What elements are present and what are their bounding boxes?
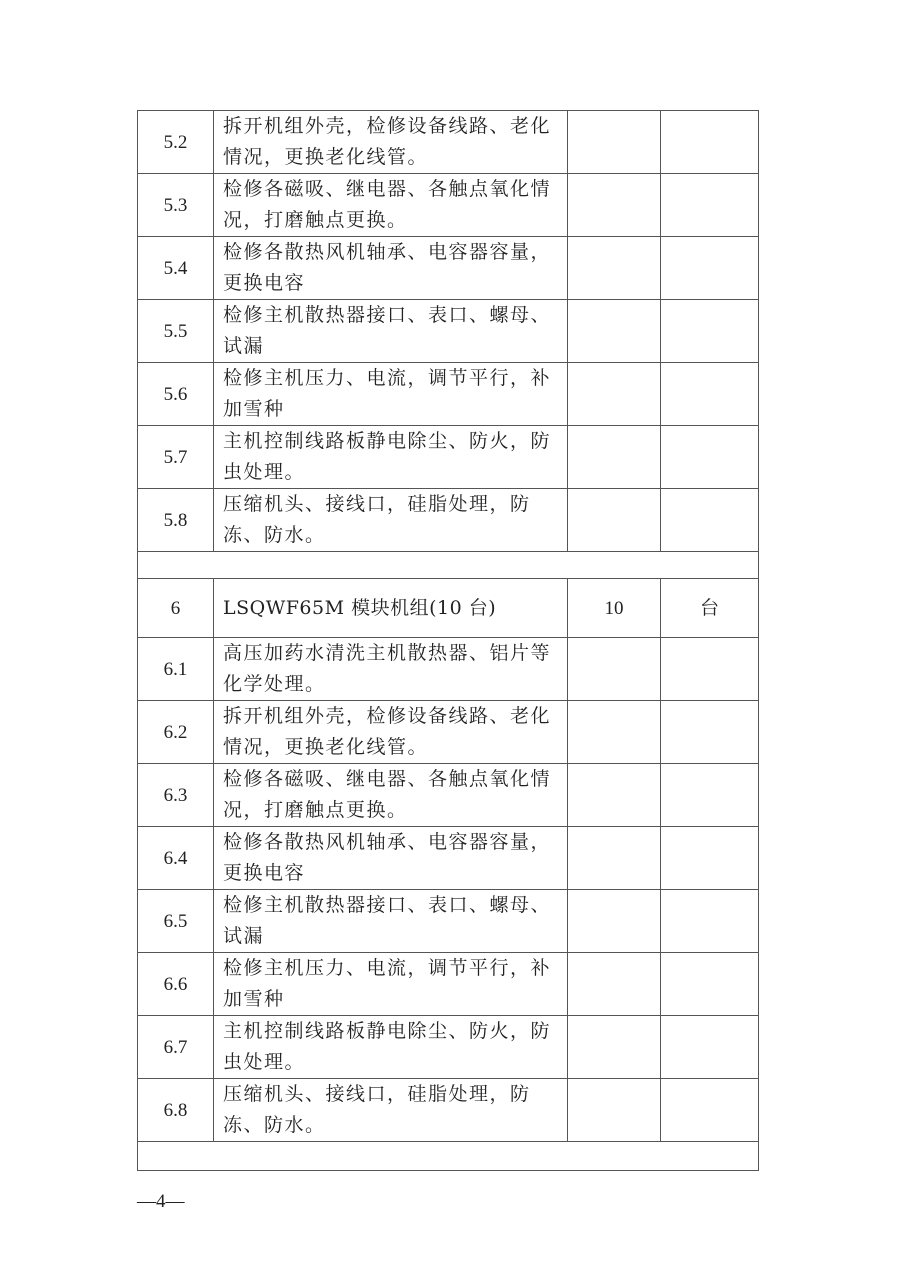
quantity-cell	[568, 174, 661, 237]
item-description: 检修各散热风机轴承、电容器容量，更换电容	[214, 237, 568, 300]
table-row	[138, 701, 759, 764]
quantity-cell	[568, 1016, 661, 1079]
table-row	[138, 638, 759, 701]
item-number: 6.6	[138, 953, 214, 1016]
item-description: 拆开机组外壳，检修设备线路、老化情况，更换老化线管。	[214, 111, 568, 174]
item-description: 压缩机头、接线口，硅脂处理，防冻、防水。	[214, 1079, 568, 1142]
item-description: 检修主机压力、电流，调节平行，补加雪种	[214, 953, 568, 1016]
quantity-cell	[568, 953, 661, 1016]
unit-cell	[661, 237, 759, 300]
quantity-cell	[568, 237, 661, 300]
table-row	[138, 363, 759, 426]
quantity-cell	[568, 489, 661, 552]
item-description: 检修各磁吸、继电器、各触点氧化情况，打磨触点更换。	[214, 764, 568, 827]
unit-cell	[661, 489, 759, 552]
table-row	[138, 489, 759, 552]
table-row	[138, 827, 759, 890]
item-description: 检修各磁吸、继电器、各触点氧化情况，打磨触点更换。	[214, 174, 568, 237]
blank-separator-row	[138, 552, 759, 579]
table-row	[138, 426, 759, 489]
section-number: 6	[138, 579, 214, 638]
item-number: 5.8	[138, 489, 214, 552]
item-description: 主机控制线路板静电除尘、防火，防虫处理。	[214, 426, 568, 489]
item-number: 6.1	[138, 638, 214, 701]
unit-cell	[661, 1016, 759, 1079]
item-description: 高压加药水清洗主机散热器、铝片等化学处理。	[214, 638, 568, 701]
item-description: 检修主机散热器接口、表口、螺母、试漏	[214, 890, 568, 953]
item-number: 5.5	[138, 300, 214, 363]
item-number: 5.3	[138, 174, 214, 237]
blank-trailing-row	[138, 1142, 759, 1171]
table-row	[138, 1079, 759, 1142]
item-number: 5.4	[138, 237, 214, 300]
item-description: 主机控制线路板静电除尘、防火，防虫处理。	[214, 1016, 568, 1079]
item-number: 6.7	[138, 1016, 214, 1079]
maintenance-table	[137, 110, 759, 1171]
table-row	[138, 237, 759, 300]
unit-cell	[661, 426, 759, 489]
unit-cell	[661, 111, 759, 174]
table-row	[138, 300, 759, 363]
quantity-cell	[568, 701, 661, 764]
blank-cell	[138, 552, 759, 579]
unit-cell	[661, 1079, 759, 1142]
item-description: 拆开机组外壳，检修设备线路、老化情况，更换老化线管。	[214, 701, 568, 764]
quantity-cell	[568, 426, 661, 489]
table-row	[138, 890, 759, 953]
item-number: 6.3	[138, 764, 214, 827]
unit-cell	[661, 174, 759, 237]
quantity-cell	[568, 111, 661, 174]
table-row	[138, 953, 759, 1016]
item-description: 检修各散热风机轴承、电容器容量，更换电容	[214, 827, 568, 890]
table-row	[138, 174, 759, 237]
page-number: —4—	[137, 1191, 185, 1212]
section-unit: 台	[661, 579, 759, 638]
quantity-cell	[568, 300, 661, 363]
item-number: 6.4	[138, 827, 214, 890]
quantity-cell	[568, 363, 661, 426]
unit-cell	[661, 827, 759, 890]
table-row	[138, 111, 759, 174]
item-description: 检修主机压力、电流，调节平行，补加雪种	[214, 363, 568, 426]
item-description: 压缩机头、接线口，硅脂处理，防冻、防水。	[214, 489, 568, 552]
unit-cell	[661, 890, 759, 953]
unit-cell	[661, 363, 759, 426]
table-row	[138, 1016, 759, 1079]
quantity-cell	[568, 890, 661, 953]
quantity-cell	[568, 1079, 661, 1142]
unit-cell	[661, 638, 759, 701]
unit-cell	[661, 701, 759, 764]
item-number: 5.2	[138, 111, 214, 174]
item-number: 5.6	[138, 363, 214, 426]
section-header-row	[138, 579, 759, 638]
item-number: 6.2	[138, 701, 214, 764]
quantity-cell	[568, 764, 661, 827]
item-number: 6.5	[138, 890, 214, 953]
unit-cell	[661, 764, 759, 827]
item-number: 5.7	[138, 426, 214, 489]
quantity-cell	[568, 638, 661, 701]
blank-cell	[138, 1142, 759, 1171]
unit-cell	[661, 953, 759, 1016]
quantity-cell	[568, 827, 661, 890]
section-quantity: 10	[568, 579, 661, 638]
unit-cell	[661, 300, 759, 363]
item-description: 检修主机散热器接口、表口、螺母、试漏	[214, 300, 568, 363]
item-number: 6.8	[138, 1079, 214, 1142]
section-title: LSQWF65M 模块机组(10 台)	[214, 579, 568, 638]
table-row	[138, 764, 759, 827]
